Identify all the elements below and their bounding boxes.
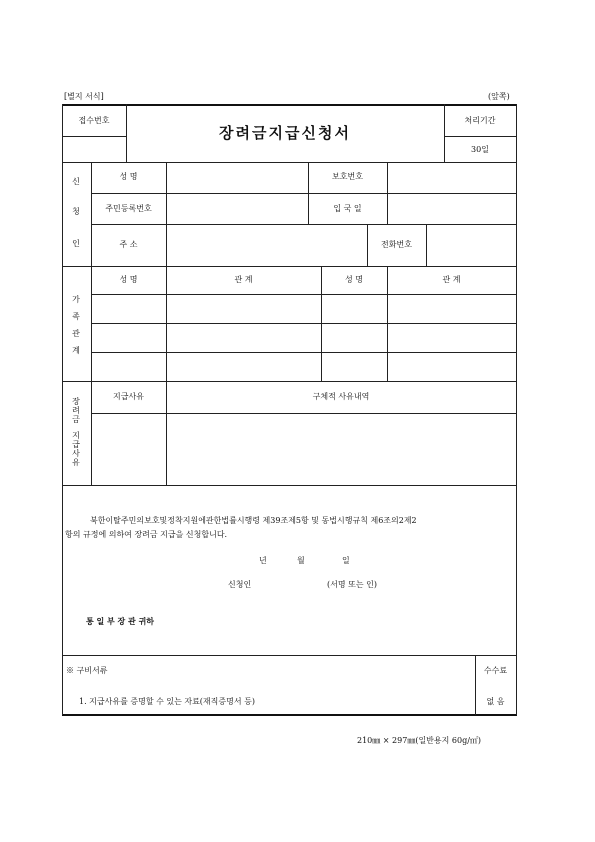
family-section-bottom [62,381,517,382]
date-year-label: 년 [259,556,267,565]
processing-period-label: 처리기간 [464,116,496,125]
applicant-name-field[interactable] [167,163,307,192]
applicant-name-label: 성 명 [119,172,138,181]
applicant-sign-field[interactable] [258,576,324,592]
family-row-2[interactable] [92,324,515,351]
form-left-border [62,104,63,715]
applicant-label-char-3: 인 [72,239,80,248]
form-top-border [62,104,517,106]
family-name1-header: 성 명 [119,275,138,284]
resident-no-field[interactable] [167,194,307,223]
applicant-label-char-1: 신 [72,177,80,186]
fee-value: 없 음 [486,697,505,706]
family-label-char-2: 족 [72,312,80,321]
phone-label: 전화번호 [381,240,412,249]
date-month-label: 월 [297,556,305,565]
reason-label-char-2: 려 [72,406,80,415]
required-document-item-1: 1. 지급사유를 증명할 수 있는 자료(재직증명서 등) [79,697,255,706]
receipt-no-label: 접수번호 [78,116,110,125]
entry-date-label: 입 국 일 [333,204,362,213]
date-day-label: 일 [342,556,350,565]
family-name2-header: 성 명 [345,275,363,284]
payment-reason-header: 지급사유 [113,392,144,401]
reason-label-char-5: 급 [72,440,80,449]
payment-reason-field[interactable] [92,414,165,484]
form-bottom-border [62,714,517,716]
family-label-char-4: 계 [72,346,80,355]
form-title: 장려금지급신청서 [219,124,351,142]
paper-spec-label: 210㎜ × 297㎜(일반용지 60g/㎡) [357,736,482,745]
address-field[interactable] [167,225,366,265]
fee-label: 수수료 [483,666,508,675]
reason-label-char-3: 금 [72,415,80,424]
address-label: 주 소 [119,240,138,249]
reason-detail-field[interactable] [167,414,515,484]
statement-line-2: 항의 규정에 의하여 장려금 지급을 신청합니다. [65,530,228,539]
family-rel2-header: 관 계 [442,275,461,284]
reason-section-bottom [62,485,517,486]
reason-label-char-1: 장 [72,397,80,406]
applicant-section-bottom [62,266,517,267]
sign-or-seal-label: (서명 또는 인) [327,580,377,589]
processing-period-value: 30일 [471,145,489,154]
reason-detail-header: 구체적 사유내역 [312,392,370,401]
reason-label-char-4: 지 [72,431,80,440]
documents-section-top [62,655,517,656]
required-documents-heading: ※ 구비서류 [66,666,108,675]
family-row-3[interactable] [92,353,515,380]
page-side-label: (앞쪽) [488,92,510,101]
form-right-border [516,104,517,715]
form-type-label: [별지 서식] [64,92,104,101]
family-rel1-header: 관 계 [234,275,253,284]
addressee-label: 통 일 부 장 관 귀하 [86,616,155,626]
reason-label-char-7: 유 [72,458,80,467]
protect-no-field[interactable] [388,163,515,192]
family-label-char-3: 관 [72,329,80,338]
applicant-sign-label: 신청인 [228,580,252,589]
family-row-1[interactable] [92,295,515,322]
period-row-divider [444,136,516,137]
family-label-char-1: 가 [72,295,80,304]
phone-field[interactable] [427,225,515,265]
receipt-no-field[interactable] [63,137,125,161]
applicant-label-char-2: 청 [72,207,80,216]
reason-label-char-6: 사 [72,449,80,458]
resident-no-label: 주민등록번호 [105,204,152,213]
entry-date-field[interactable] [388,194,515,223]
protect-no-label: 보호번호 [332,172,363,181]
statement-line-1: 북한이탈주민의보호및정착지원에관한법률시행령 제39조제5항 및 동법시행규칙 제6조의2제2 [90,516,417,525]
